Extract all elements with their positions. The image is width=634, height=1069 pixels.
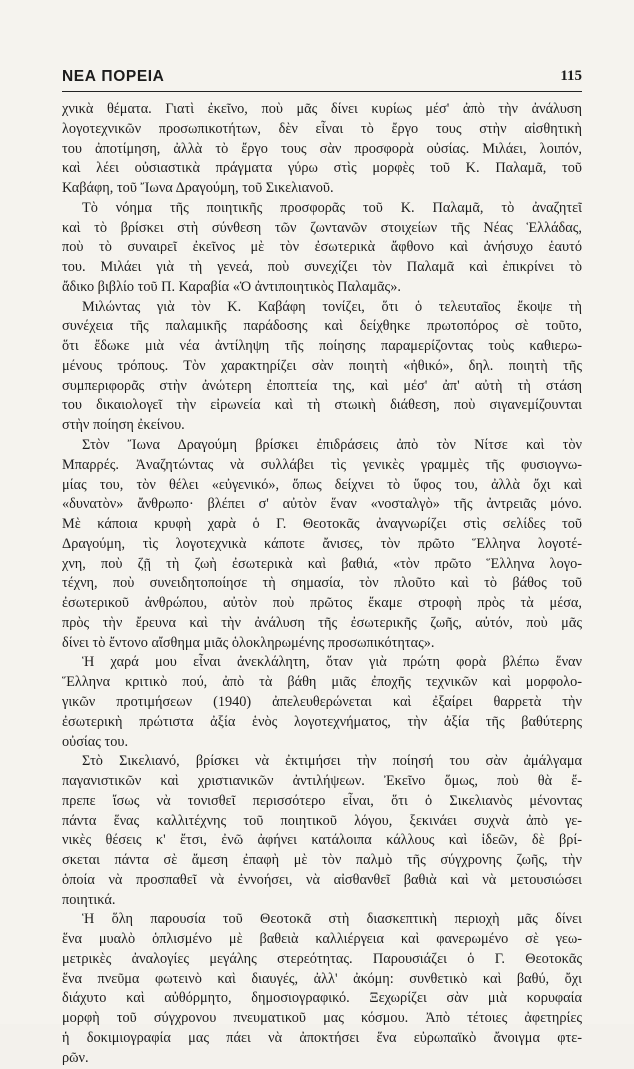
paragraph bbox=[62, 298, 582, 436]
text-line: καὶ τὸ βρίσκει στὴ σύνθεση τῶν ζωντανῶν στοιχείων τῆς Νέας Ἑλλάδας, bbox=[62, 219, 582, 236]
text-line: Δραγούμη, τὶς λογοτεχνικὰ κάποτε ἄνισες, τὸν πρῶτο Ἕλληνα λογοτέ- bbox=[62, 535, 582, 552]
article-body bbox=[62, 100, 582, 1069]
text-line: χνη, ποὺ ζῇ τὴ ζωὴ ἐσωτερικὰ καὶ βαθιά, «τὸν πρῶτο Ἕλληνα λογο- bbox=[62, 555, 582, 572]
paragraph bbox=[62, 436, 582, 653]
text-line: του ἀποτίμηση, ἀλλὰ τὸ ἔργο τους σὰν προσφορὰ οὐσίας. Μιλάει, λοιπόν, bbox=[62, 140, 582, 157]
text-line: Τὸ νόημα τῆς ποιητικῆς προσφορᾶς τοῦ Κ. Παλαμᾶ, τὸ ἀναζητεῖ bbox=[82, 199, 582, 216]
text-line: πρεπε ἴσως νὰ τονισθεῖ περισσότερο εἶναι, ὅτι ὁ Σικελιανὸς μένοντας bbox=[62, 792, 582, 809]
text-line: Καβάφη, τοῦ Ἴωνα Δραγούμη, τοῦ Σικελιανοῦ. bbox=[62, 180, 334, 197]
running-title: ΝΕΑ ΠΟΡΕΙΑ bbox=[62, 68, 165, 85]
text-line: πάντα ἕνας καλλιτέχνης τοῦ ποιητικοῦ λόγου, ξεκινάει συχνὰ ἀπὸ γε- bbox=[62, 812, 582, 829]
text-line: παγανιστικῶν καὶ χριστιανικῶν ἀντιλήψεων. Ἐκεῖνο ὅμως, ποὺ θὰ ἔ- bbox=[62, 773, 582, 790]
text-line: στὴν ποίηση ἐκείνου. bbox=[62, 417, 185, 434]
text-line: Στὸν Ἴωνα Δραγούμη βρίσκει ἐπιδράσεις ἀπὸ τὸν Νίτσε καὶ τὸν bbox=[82, 437, 582, 454]
paragraph bbox=[62, 653, 582, 752]
paragraph bbox=[62, 752, 582, 910]
text-line: συμπεριφορᾶς στὴν ἀνώτερη ἐποπτεία της, καὶ μέσ' ἀπ' αὐτὴ τὴ στάση bbox=[62, 377, 582, 394]
text-line: του. Μιλάει γιὰ τὴ γενεά, ποὺ συνεχίζει τὸν Παλαμᾶ καὶ ἐπικρίνει τὸ bbox=[62, 259, 582, 276]
text-line: ἕνα πνεῦμα φωτεινὸ καὶ διαυγές, ἀλλ' ἀκόμη: συνθετικὸ καὶ βαθύ, ὄχι bbox=[62, 970, 582, 987]
text-line: χνικὰ θέματα. Γιατὶ ἐκεῖνο, ποὺ μᾶς δίνει κυρίως μέσ' ἀπὸ τὴν ἀνάλυση bbox=[62, 101, 582, 117]
text-line: ἡ δοκιμιογραφία μας πάει νὰ ἀποκτήσει ἕνα εὐρωπαϊκὸ ἄνοιγμα φτε- bbox=[62, 1029, 582, 1046]
text-line: οὐσίας του. bbox=[62, 733, 129, 750]
text-line: μορφὴ τοῦ σύγχρονου πνευματικοῦ μας κόσμου. Ἀπὸ τέτοιες ἀφετηρίες bbox=[62, 1010, 582, 1027]
text-line: Μὲ κάποια κρυφὴ χαρὰ ὁ Γ. Θεοτοκᾶς ἀναγνωρίζει στὶς σελίδες τοῦ bbox=[62, 516, 582, 533]
header-rule bbox=[62, 91, 582, 92]
text-line: συνέχεια τῆς παλαμικῆς παράδοσης καὶ δείχθηκε πρωτοπόρος σὲ τοῦτο, bbox=[62, 318, 582, 335]
text-line: Μπαρρές. Ἀναζητώντας νὰ συλλάβει τὶς γενικὲς γραμμὲς τῆς φυσιογνω- bbox=[62, 456, 582, 473]
page-number: 115 bbox=[560, 68, 582, 84]
text-line: ὁποία νὰ προσπαθεῖ νὰ ἐννοήσει, νὰ αἰσθανθεῖ βαθιὰ καὶ νὰ μετουσιώσει bbox=[62, 871, 582, 888]
text-line: ἕνα μυαλὸ ὁπλισμένο μὲ βαθειὰ καλλιέργεια καὶ φανερωμένο σὲ γεω- bbox=[62, 931, 582, 948]
text-line: ἐσωτερικοῦ ἀνθρώπου, αὐτὸν ποὺ πρῶτος ἔκαμε στροφὴ πρὸς τὰ μέσα, bbox=[62, 595, 582, 612]
text-line: «δυνατὸν» ἄνθρωπο· βλέπει σ' αὐτὸν ἕναν «νοσταλγὸ» τῆς ἀντρειᾶς μόνο. bbox=[62, 496, 582, 513]
text-line: καὶ λέει οὐσιαστικὰ πράγματα γύρω στὶς μορφὲς τοῦ Κ. Παλαμᾶ, τοῦ bbox=[62, 160, 582, 177]
text-line: ποιητικά. bbox=[62, 891, 116, 908]
text-line: Ἡ ὅλη παρουσία τοῦ Θεοτοκᾶ στὴ διασκεπτικὴ περιοχὴ μᾶς δίνει bbox=[82, 911, 582, 928]
text-line: νικὲς θέσεις κ' ἔτσι, ἐνῶ ἀφήνει κατάλοιπα κάλλους καὶ ἰδεῶν, δὲ βρί- bbox=[62, 832, 582, 849]
text-line: σκεται πάντα σὲ ἄμεση ἐπαφὴ μὲ τὸν παλμὸ τῆς σύγχρονης ζωῆς, τὴν bbox=[62, 852, 582, 869]
text-line: γικῶν προτιμήσεων (1940) ἀπελευθερώνεται καὶ ἐξαίρει θαρρετὰ τὴν bbox=[62, 693, 582, 710]
text-line: ἄδικο βιβλίο τοῦ Π. Καραβία «Ὁ ἀντιποιητικὸς Παλαμᾶς». bbox=[62, 278, 401, 295]
page-header bbox=[62, 68, 582, 88]
text-line: τέχνη, ποὺ συνειδητοποίησε τὴ σημασία, τὸν πλοῦτο καὶ τὸ βάθος τοῦ bbox=[62, 575, 582, 592]
text-line: μένους τρόπους. Τὸν χαρακτηρίζει σὰν ποιητὴ «ἠθικό», δηλ. ποιητὴ τῆς bbox=[62, 357, 582, 374]
text-line: διάχυτο καὶ αὐθόρμητο, δημοσιογραφικό. Ξεχωρίζει σὰν μιὰ κορυφαία bbox=[62, 990, 582, 1007]
text-line: ρῶν. bbox=[62, 1049, 89, 1066]
text-line: του δικαιολογεῖ τὴν εἰρωνεία καὶ τὴ στωικὴ διάθεση, ποὺ σιγανεμίζουνται bbox=[62, 397, 582, 414]
text-line: Ἡ χαρά μου εἶναι ἀνεκλάλητη, ὅταν γιὰ πρώτη φορὰ βλέπω ἕναν bbox=[82, 654, 582, 671]
text-line: ποὺ τὸ συναιρεῖ ἐκεῖνος μὲ τὸν ἐσωτερικὰ ἄφθονο καὶ ἀνήσυχο ἑαυτό bbox=[62, 239, 582, 256]
text-line: μετρικὲς ἀναλογίες μεγάλης στερεότητας. Παρουσιάζει ὁ Γ. Θεοτοκᾶς bbox=[62, 950, 582, 967]
text-line: Μιλώντας γιὰ τὸν Κ. Καβάφη τονίζει, ὅτι ὁ τελευταῖος ἔκοψε τὴ bbox=[82, 298, 582, 315]
paragraph bbox=[62, 199, 582, 298]
text-line: λογοτεχνικῶν προσωπικοτήτων, δὲν εἶναι τὸ ἔργο τους στὴν αἰσθητικὴ bbox=[62, 120, 582, 137]
text-line: μίας του, τὸν θέλει «εὐγενικό», ὅπως δείχνει τὸ ὕφος του, ἀλλὰ ὄχι καὶ bbox=[62, 476, 582, 493]
paragraph bbox=[62, 910, 582, 1068]
text-line: ἐσωτερικὴ πρώτιστα ἀξία ἑνὸς λογοτεχνήματος, τὴν ἀξία τῆς βαθύτερης bbox=[62, 713, 582, 730]
text-line: πρὸς τὴν ἔρευνα καὶ τὴν ἀνάλυση τῆς ἐσωτερικῆς ζωῆς, αὐτόν, ποὺ μᾶς bbox=[62, 614, 582, 631]
paragraph bbox=[62, 100, 582, 199]
text-line: δίνει τὸ ἔντονο αἴσθημα μιᾶς ὁλοκληρωμένης προσωπικότητας». bbox=[62, 634, 435, 651]
text-line: Στὸ Σικελιανό, βρίσκει νὰ ἐκτιμήσει τὴν ποίησή του σὰν ἀμάλγαμα bbox=[82, 753, 582, 770]
text-line: ὅτι ἔδωκε μιὰ νέα ἀντίληψη τῆς ποίησης παραμερίζοντας τοὺς καθιερω- bbox=[62, 338, 582, 355]
text-line: Ἕλληνα κριτικὸ πού, ἀπὸ τὰ βάθη μιᾶς ἐποχῆς τεχνικῶν καὶ μορφολο- bbox=[62, 674, 582, 691]
